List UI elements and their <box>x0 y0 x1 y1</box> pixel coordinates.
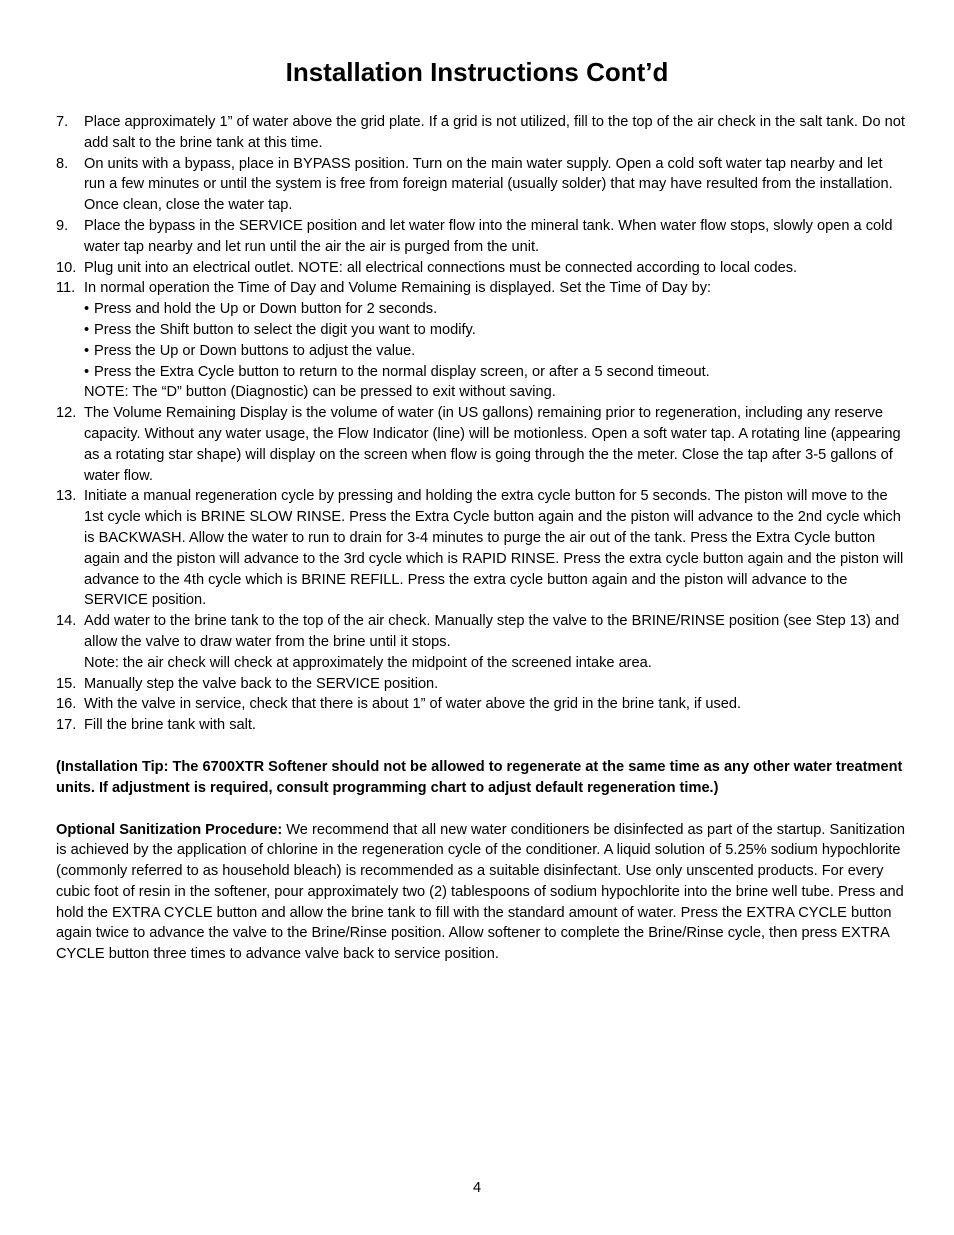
step-number: 13. <box>56 488 77 505</box>
step-number: 17. <box>56 717 77 734</box>
step-text: In normal operation the Time of Day and Volume Remaining is displayed. Set the Time of Day by: <box>84 280 712 297</box>
bullet-text: Press the Up or Down buttons to adjust the value. <box>94 342 416 359</box>
page-title: Installation Instructions Cont’d <box>285 57 669 87</box>
step-14 <box>56 611 906 673</box>
step-number: 9. <box>56 217 69 234</box>
bullet-glyph: • <box>84 321 90 338</box>
step-text: Add water to the brine tank to the top of the air check. Manually step the valve to the BRINE/RINSE position (see Step 13) and allow the valve to draw water from the brine until it stops. <box>84 613 900 650</box>
step-text: Plug unit into an electrical outlet. NOTE: all electrical connections must be connected according to local codes. <box>84 259 798 276</box>
step-text: On units with a bypass, place in BYPASS position. Turn on the main water supply. Open a cold soft water tap nearby and let run a few minutes or until the system is free from foreign material (usually solder) that may have resulted from the installation. Once clean, close the water tap. <box>84 155 893 214</box>
step-text: The Volume Remaining Display is the volume of water (in US gallons) remaining prior to regeneration, including any reserve capacity. Without any water usage, the Flow Indicator (line) will be motionless. Open a soft water tap. A rotating line (appearing as a rotating star shape) will display on the screen when flow is going through the the meter. Close the tap after 3-5 gallons of water flow. <box>84 405 901 484</box>
bullet-text: Press and hold the Up or Down button for 2 seconds. <box>94 301 438 318</box>
page-number: 4 <box>472 1180 482 1196</box>
installation-tip: (Installation Tip: The 6700XTR Softener should not be allowed to regenerate at the same time as any other water treatment units. If adjustment is required, consult programming chart to adjust default regeneration time.) <box>56 758 903 796</box>
step-number: 8. <box>56 155 69 172</box>
step-text: Fill the brine tank with salt. <box>84 717 256 734</box>
time-of-day-bullets <box>84 299 906 382</box>
step-14-note: Note: the air check will check at approximately the midpoint of the screened intake area. <box>84 654 652 671</box>
step-15 <box>56 674 906 695</box>
step-text: Place the bypass in the SERVICE position and let water flow into the mineral tank. When water flow stops, slowly open a cold water tap nearby and let run until the air the air is purged from the unit. <box>84 217 893 255</box>
bullet-glyph: • <box>84 342 90 359</box>
sanitization-body: We recommend that all new water conditioners be disinfected as part of the startup. Sanitization is achieved by the application of chlorine in the regeneration cycle of the conditioner. A liquid solution of 5.25% sodium hypochlorite (commonly referred to as household bleach) is recommended as a suitable disinfectant. Use only unscented products. For every cubic foot of resin in the softener, pour approximately two (2) tablespoons of sodium hypochlorite into the brine well tube. Press and hold the EXTRA CYCLE button and allow the brine tank to fill with the standard amount of water. Press the EXTRA CYCLE button again twice to advance the valve to the Brine/Rinse position. Allow softener to complete the Brine/Rinse cycle, then press EXTRA CYCLE button three times to advance valve back to service position. <box>56 821 905 963</box>
step-number: 12. <box>56 405 77 422</box>
step-11 <box>56 278 906 403</box>
bullet-item <box>84 320 906 341</box>
bullet-item <box>84 362 906 383</box>
bullet-item <box>84 299 906 320</box>
bullet-text: Press the Extra Cycle button to return to the normal display screen, or after a 5 second timeout. <box>94 363 710 380</box>
step-number: 14. <box>56 613 77 630</box>
step-number: 10. <box>56 259 77 276</box>
step-9 <box>56 216 906 258</box>
step-number: 15. <box>56 675 77 692</box>
step-number: 7. <box>56 114 69 130</box>
bullet-item <box>84 341 906 362</box>
bullet-glyph: • <box>84 363 90 380</box>
step-text: Initiate a manual regeneration cycle by pressing and holding the extra cycle button for 5 seconds. The piston will move to the 1st cycle which is BRINE SLOW RINSE. Press the Extra Cycle button again and the piston will advance to the 2nd cycle which is BACKWASH. Allow the water to run to drain for 3-4 minutes to purge the air out of the tank. Press the Extra Cycle button again and the piston will advance to the 3rd cycle which is RAPID RINSE. Press the extra cycle button again and the piston will advance to the 4th cycle which is BRINE REFILL. Press the extra cycle button again and the piston will advance to the SERVICE position. <box>84 488 904 609</box>
step-text: With the valve in service, check that there is about 1” of water above the grid in the brine tank, if used. <box>84 696 742 713</box>
sanitization-procedure <box>56 820 906 966</box>
page-content <box>56 112 906 965</box>
step-text: Manually step the valve back to the SERVICE position. <box>84 675 439 692</box>
step-13 <box>56 486 906 611</box>
step-16 <box>56 694 906 715</box>
step-number: 11. <box>56 280 76 297</box>
bullet-glyph: • <box>84 301 90 318</box>
step-7 <box>56 112 906 154</box>
instruction-steps <box>56 112 906 736</box>
step-17 <box>56 715 906 736</box>
step-8 <box>56 154 906 216</box>
step-12 <box>56 403 906 486</box>
step-number: 16. <box>56 696 77 713</box>
sanitization-heading: Optional Sanitization Procedure: <box>56 821 283 838</box>
bullet-text: Press the Shift button to select the digit you want to modify. <box>94 321 476 338</box>
step-11-note: NOTE: The “D” button (Diagnostic) can be pressed to exit without saving. <box>84 384 556 401</box>
step-10 <box>56 258 906 279</box>
step-text: Place approximately 1” of water above the grid plate. If a grid is not utilized, fill to the top of the air check in the salt tank. Do not add salt to the brine tank at this time. <box>84 114 905 151</box>
